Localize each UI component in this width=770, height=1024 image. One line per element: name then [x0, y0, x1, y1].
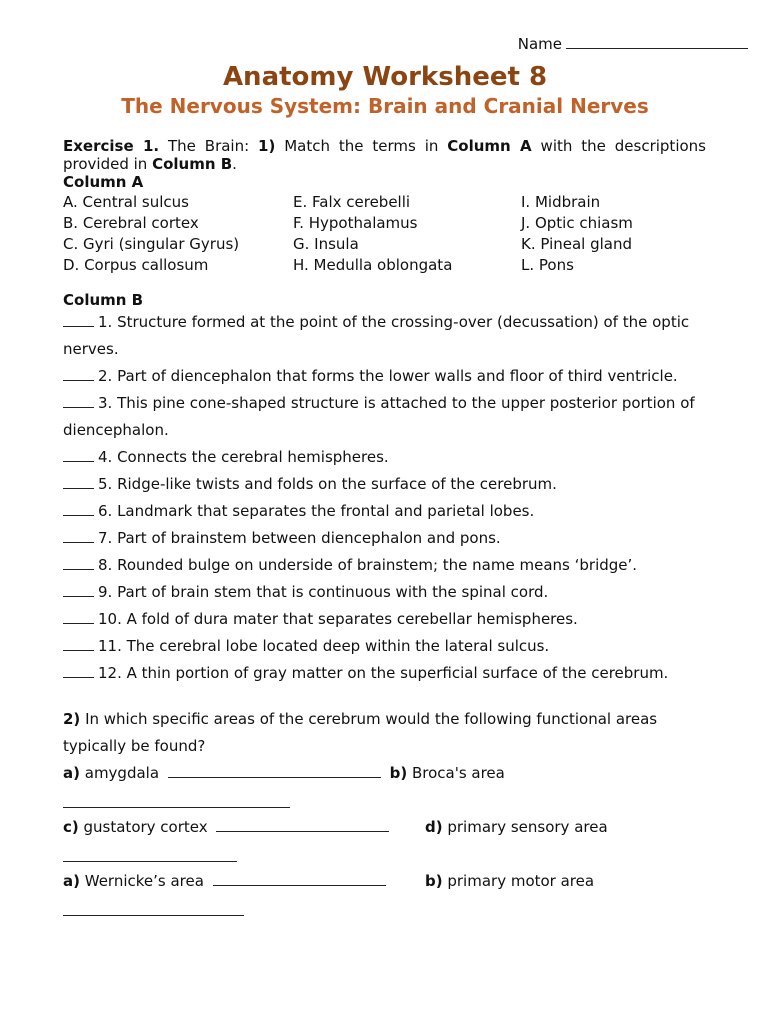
answer-row	[63, 814, 706, 841]
answer-blank[interactable]	[213, 871, 386, 886]
item-letter: a)	[63, 764, 80, 782]
list-item	[63, 390, 706, 444]
list-item	[63, 444, 706, 471]
term-item: K. Pineal gland	[521, 235, 633, 253]
description-text: 4. Connects the cerebral hemispheres.	[98, 448, 389, 466]
column-a-ref: Column A	[447, 137, 532, 155]
answer-blank[interactable]	[63, 637, 94, 651]
answer-blank[interactable]	[63, 367, 94, 381]
description-text: 7. Part of brainstem between diencephalon and pons.	[98, 529, 501, 547]
answer-row	[63, 868, 706, 895]
item-letter: b)	[389, 764, 408, 782]
term-item: E. Falx cerebelli	[293, 193, 411, 211]
list-item	[63, 309, 706, 363]
description-text: 11. The cerebral lobe located deep within the lateral sulcus.	[98, 637, 550, 655]
description-text: 12. A thin portion of gray matter on the superficial surface of the cerebrum.	[98, 664, 669, 682]
list-item	[63, 633, 706, 660]
term-item: D. Corpus callosum	[63, 256, 209, 274]
term-item: C. Gyri (singular Gyrus)	[63, 235, 240, 253]
answer-blank[interactable]	[63, 448, 94, 462]
description-text: 6. Landmark that separates the frontal and parietal lobes.	[98, 502, 535, 520]
description-text: 9. Part of brain stem that is continuous with the spinal cord.	[98, 583, 549, 601]
term-item: A. Central sulcus	[63, 193, 189, 211]
item-label: primary motor area	[442, 872, 595, 890]
item-label: amygdala	[79, 764, 160, 782]
description-text: 5. Ridge-like twists and folds on the surface of the cerebrum.	[98, 475, 557, 493]
item-letter: b)	[425, 872, 443, 890]
answer-continuation	[63, 787, 706, 814]
column-a-terms	[63, 192, 706, 276]
answer-blank[interactable]	[216, 817, 389, 832]
answer-blank[interactable]	[63, 529, 94, 543]
description-text: 1. Structure formed at the point of the crossing-over (decussation) of the optic nerves.	[63, 313, 690, 358]
exercise-1-instructions	[63, 137, 706, 173]
description-text: 10. A fold of dura mater that separates cerebellar hemispheres.	[98, 610, 578, 628]
name-field[interactable]	[518, 34, 748, 53]
column-b-ref: Column B	[152, 155, 233, 173]
page-title: Anatomy Worksheet 8	[222, 62, 548, 92]
item-letter: a)	[63, 872, 80, 890]
list-item	[63, 471, 706, 498]
term-item: B. Cerebral cortex	[63, 214, 199, 232]
description-text: 2. Part of diencephalon that forms the lower walls and floor of third ventricle.	[98, 367, 678, 385]
answer-blank[interactable]	[63, 502, 94, 516]
exercise-label: Exercise 1.	[63, 137, 160, 155]
intro-text: with the descriptions provided in	[63, 137, 706, 173]
answer-blank[interactable]	[63, 793, 290, 808]
list-item	[63, 660, 706, 687]
term-item: G. Insula	[293, 235, 359, 253]
description-text: 3. This pine cone-shaped structure is attached to the upper posterior portion of diencephalon.	[63, 394, 695, 439]
item-letter: d)	[425, 818, 443, 836]
name-label: Name	[517, 35, 562, 53]
intro-text: Match the terms in	[275, 137, 448, 155]
answer-blank[interactable]	[63, 313, 94, 327]
list-item	[63, 552, 706, 579]
column-b-list	[63, 309, 706, 687]
worksheet-body	[63, 137, 706, 922]
item-label: Broca's area	[407, 764, 505, 782]
question-2-prompt	[63, 706, 706, 760]
list-item	[63, 525, 706, 552]
answer-continuation	[63, 841, 706, 868]
answer-blank[interactable]	[63, 664, 94, 678]
answer-blank[interactable]	[63, 556, 94, 570]
item-label: primary sensory area	[442, 818, 608, 836]
answer-blank[interactable]	[63, 475, 94, 489]
item-label: gustatory cortex	[78, 818, 208, 836]
question-number: 2)	[63, 710, 81, 728]
term-item: F. Hypothalamus	[293, 214, 418, 232]
intro-text: The Brain:	[159, 137, 259, 155]
answer-blank[interactable]	[63, 847, 237, 862]
item-label: Wernicke’s area	[79, 872, 204, 890]
list-item	[63, 579, 706, 606]
question-text: In which specific areas of the cerebrum would the following functional areas typically be found?	[63, 710, 658, 755]
list-item	[63, 606, 706, 633]
column-b-heading: Column B	[63, 291, 144, 309]
answer-blank[interactable]	[63, 901, 244, 916]
column-a-heading: Column A	[63, 173, 144, 191]
term-item: I. Midbrain	[521, 193, 601, 211]
list-item	[63, 498, 706, 525]
answer-blank[interactable]	[63, 583, 94, 597]
answer-row	[63, 760, 706, 787]
list-item	[63, 363, 706, 390]
term-item: L. Pons	[521, 256, 574, 274]
answer-blank[interactable]	[63, 394, 94, 408]
intro-text: .	[232, 155, 237, 173]
question-number: 1)	[258, 137, 276, 155]
answer-continuation	[63, 895, 706, 922]
name-blank[interactable]	[566, 34, 748, 49]
term-item: H. Medulla oblongata	[293, 256, 453, 274]
answer-blank[interactable]	[63, 610, 94, 624]
item-letter: c)	[63, 818, 79, 836]
description-text: 8. Rounded bulge on underside of brainstem; the name means ‘bridge’.	[98, 556, 638, 574]
page-subtitle: The Nervous System: Brain and Cranial Nerves	[121, 94, 649, 118]
answer-blank[interactable]	[168, 763, 381, 778]
term-item: J. Optic chiasm	[521, 214, 633, 232]
